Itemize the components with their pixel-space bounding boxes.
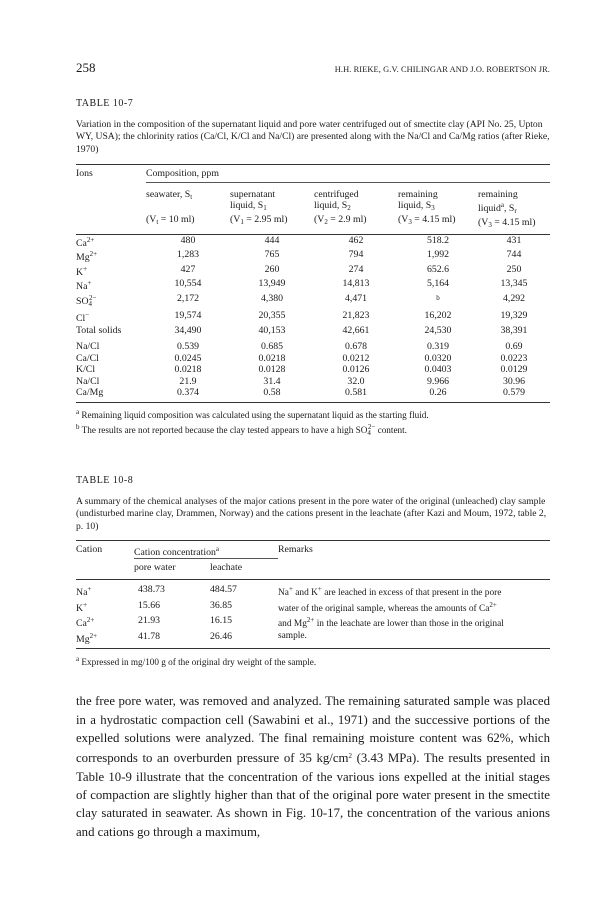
ion-charge: 2+	[86, 616, 95, 625]
column-header-line2	[398, 200, 478, 214]
ion-rows	[76, 234, 550, 336]
table-cell: 19,329	[500, 310, 528, 322]
column-header	[398, 187, 478, 231]
table-cell: 0.58	[263, 387, 281, 399]
table-cell: 41.78	[138, 630, 161, 642]
table-cell: 32.0	[347, 375, 365, 387]
table-cell: 0.69	[505, 341, 523, 353]
cation-label	[76, 580, 134, 600]
table-cell: 0.0403	[424, 364, 452, 376]
table-cell: 0.0212	[342, 352, 370, 364]
table-cell: 444	[264, 234, 280, 246]
column-header-text: (V	[146, 213, 157, 225]
ratio-label: Ca/Cl	[76, 352, 99, 364]
table-cell: 19,574	[174, 310, 202, 322]
column-header-text: (V	[398, 213, 409, 225]
ion-charge: +	[87, 279, 92, 288]
sub-header-leachate: leachate	[210, 562, 243, 574]
table-10-7-caption: Variation in the composition of the supernatant liquid and pore water centrifuged out of smectite clay (API No. 25, Upton WY, USA); the chlorinity ratios (Ca/Cl, K/Cl and Na/Cl) are presented along with the Na/Cl and Ca/Mg ratios (after Rieke, 1970)	[76, 119, 550, 155]
table-cell: 21.93	[138, 615, 161, 627]
table-cell: 431	[506, 234, 522, 246]
remarks-text: Na	[278, 588, 289, 599]
column-header	[478, 187, 550, 231]
column-header-subscript: 2	[347, 203, 351, 212]
table-cell: 13,949	[258, 278, 286, 290]
column-header-text: = 4.15 ml)	[491, 216, 536, 228]
table-row	[76, 364, 550, 376]
remarks-line	[278, 600, 550, 616]
table-cell: 0.0218	[174, 364, 202, 376]
column-header-subscript: 1	[240, 217, 244, 226]
table-row	[76, 293, 550, 311]
table-row	[76, 249, 550, 264]
ratio-label: Na/Cl	[76, 375, 100, 387]
ion-label	[76, 278, 146, 293]
remarks-text: and K	[292, 588, 318, 599]
ion-charge: +	[83, 600, 88, 609]
column-header-line2	[146, 203, 230, 214]
table-cell: 438.73	[138, 584, 165, 596]
table-cell: 0.579	[502, 387, 526, 399]
table-cell: 484.57	[210, 584, 237, 596]
table-10-8	[76, 541, 550, 650]
column-header-subscript: r	[514, 206, 517, 215]
table-row	[76, 234, 550, 249]
column-header-line3	[146, 214, 230, 228]
table-row	[76, 353, 550, 365]
cation-rows	[76, 580, 550, 646]
ion-symbol: K	[76, 266, 84, 278]
ion-symbol: Total solids	[76, 324, 122, 336]
page	[76, 60, 550, 841]
column-header-subscript: 1	[263, 203, 267, 212]
table-cell: 40,153	[258, 324, 286, 336]
ion-charge: 2+	[86, 235, 95, 244]
table-cell: 462	[348, 234, 364, 246]
column-header-text: = 2.9 ml)	[327, 213, 367, 225]
remarks-text: are leached in excess of that present in the pore	[321, 588, 502, 599]
remarks-text: sample.	[278, 630, 307, 641]
column-header-text: (V	[478, 216, 489, 228]
table-row	[76, 387, 550, 399]
table-10-8-footnote: $^a$ Expressed in mg/100 g of the original dry weight of the sample.	[76, 655, 317, 668]
remarks-text: water of the original sample, whereas the amounts of Ca	[278, 603, 490, 614]
table-cell: 16,202	[424, 310, 452, 322]
column-header-subscript: t	[156, 217, 159, 226]
remarks-superscript: 2+	[306, 616, 315, 625]
ratio-label: Na/Cl	[76, 341, 100, 353]
ion-symbol: Ca	[76, 618, 87, 630]
table-cell: 42,661	[342, 324, 370, 336]
remarks-line	[278, 631, 550, 646]
table-cell: 250	[506, 263, 522, 275]
column-header-text: (V	[230, 213, 241, 225]
table-cell: 21,823	[342, 310, 370, 322]
ion-symbol: Mg	[76, 633, 90, 645]
table-10-8-label: TABLE 10-8	[76, 474, 134, 486]
table-cell: 16.15	[210, 615, 233, 627]
table-cell: 0.26	[429, 387, 447, 399]
column-header-subscript: 3	[431, 203, 435, 212]
table-cell: 260	[264, 263, 280, 275]
ion-label	[76, 293, 146, 311]
table-cell: 0.678	[344, 341, 368, 353]
column-header	[230, 187, 314, 231]
cation-label	[76, 600, 134, 616]
table-cell: 0.0223	[500, 352, 528, 364]
table-cell: 4,471	[344, 292, 368, 304]
ion-symbol: Ca	[76, 237, 87, 249]
remarks-line	[278, 615, 550, 631]
remarks-line	[278, 580, 550, 600]
column-header-line2	[478, 200, 550, 217]
column-header-line3	[398, 214, 478, 228]
cation-concentration-header: Cation concentration$^a$	[134, 544, 219, 558]
table-cell: 652.6	[426, 263, 450, 275]
table-cell: 21.9	[179, 375, 197, 387]
col-remarks-header: Remarks	[278, 543, 313, 555]
table-cell: 274	[348, 263, 364, 275]
ion-symbol: Cl	[76, 313, 86, 325]
table-cell: 0.374	[176, 387, 200, 399]
column-header-text: = 2.95 ml)	[243, 213, 288, 225]
column-header-line2	[230, 200, 314, 214]
column-header-text: = 10 ml)	[158, 213, 195, 225]
cation-label	[76, 631, 134, 646]
running-authors: H.H. RIEKE, G.V. CHILINGAR AND J.O. ROBERTSON JR.	[334, 65, 550, 74]
table-row	[76, 278, 550, 293]
table-10-7-footnote-b: $^b$ The results are not reported because the clay tested appears to have a high $SO_4^{2-}$ content.	[76, 422, 407, 437]
table-cell: 1,283	[176, 249, 200, 261]
ion-subscript: 4	[88, 299, 93, 308]
column-header-text: liquid, S	[230, 199, 264, 211]
table-cell: 0.0245	[174, 352, 202, 364]
table-cell: 2,172	[176, 292, 200, 304]
ion-charge: +	[83, 264, 88, 273]
remarks-superscript: 2+	[489, 600, 497, 609]
running-header	[76, 60, 550, 76]
column-header-line2	[314, 200, 398, 214]
table-cell: 15.66	[138, 599, 161, 611]
table-cell: 0.0128	[258, 364, 286, 376]
column-header	[314, 187, 398, 231]
table-cell: 4,292	[502, 292, 526, 304]
table-cell: 31.4	[263, 375, 281, 387]
table-cell: 10,554	[174, 278, 202, 290]
column-header-subscript: 2	[324, 217, 328, 226]
ion-label	[76, 234, 146, 249]
ion-charge: −	[85, 311, 90, 320]
column-header-line1: remaining	[398, 188, 438, 200]
table-cell: 0.0218	[258, 352, 286, 364]
body-paragraph: the free pore water, was removed and analyzed. The remaining saturated sample was placed in a hydrostatic compaction cell (Sawabini et al., 1971) and the successive portions of the expelled solutions were analyzed. The final remaining moisture content was 62%, which corresponds to an overburden pressure of 35 $kg/cm^2$ (3.43 MPa). The results presented in Table 10-9 illustrate that the concentration of the various ions expelled at the initial stages of compaction are slightly higher than that of the original pore water present in the smectite clay saturated in seawater. As shown in Fig. 10-17, the concentration of the various anions and cations go through a maximum,	[76, 694, 550, 839]
table-cell: 765	[264, 249, 280, 261]
column-header-line3	[478, 217, 550, 231]
sub-header-pore-water: pore water	[134, 562, 176, 574]
ion-label	[76, 264, 146, 279]
table-10-7-label: TABLE 10-7	[76, 98, 134, 109]
table-row	[76, 310, 550, 325]
ion-charge: 2+	[89, 250, 98, 259]
ion-symbol: K	[76, 602, 84, 614]
column-header-line1: remaining	[478, 188, 518, 200]
column-header-text: , S	[503, 202, 515, 214]
table-cell: 38,391	[500, 324, 528, 336]
column-header-text: = 4.15 ml)	[411, 213, 456, 225]
table-cell: 14,813	[342, 278, 370, 290]
column-header-text: liquid, S	[398, 199, 432, 211]
remarks-superscript: +	[317, 585, 322, 594]
cation-label	[76, 615, 134, 631]
column-header-superscript: a	[500, 200, 504, 209]
table-row	[76, 341, 550, 353]
ion-symbol: Mg	[76, 252, 90, 264]
table-cell: 744	[506, 249, 522, 261]
column-header-text: liquid	[478, 202, 501, 214]
remarks-superscript: +	[288, 585, 293, 594]
column-header-line1: supernatant	[230, 188, 276, 200]
column-header-line3	[314, 214, 398, 228]
empty-header	[76, 187, 146, 231]
table-10-8-caption: A summary of the chemical analyses of the major cations present in the pore water of the original (unleached) clay sample (undisturbed marine clay, Drammen, Norway) and the cations present in the leachate (after Kazi and Moum, 1972, table 2, p. 10)	[76, 495, 547, 532]
table-cell: 0.685	[260, 341, 284, 353]
column-header-text: (V	[314, 213, 325, 225]
composition-group-header: Composition, ppm	[146, 168, 219, 180]
ratio-label: K/Cl	[76, 364, 96, 376]
remarks-text: and Mg	[278, 619, 307, 630]
ion-symbol: Na	[76, 587, 88, 599]
table-cell: 0.0320	[424, 352, 452, 364]
table-cell: 20,355	[258, 310, 286, 322]
table-row	[76, 376, 550, 388]
column-header-subscript: 3	[488, 220, 492, 229]
table-cell: 13,345	[500, 278, 528, 290]
ion-label	[76, 249, 146, 264]
column-header-text: liquid, S	[314, 199, 348, 211]
table-cell: 0.0126	[342, 364, 370, 376]
ion-symbol: SO	[76, 295, 89, 307]
table-cell: 5,164	[426, 278, 450, 290]
table-cell: 24,530	[424, 324, 452, 336]
column-header-subscript: t	[190, 192, 193, 201]
column-headers	[76, 187, 550, 231]
table-cell: 4,380	[260, 292, 284, 304]
column-header-line3	[230, 214, 314, 228]
table-cell: 0.0129	[500, 364, 528, 376]
column-header-subscript: 3	[408, 217, 412, 226]
ion-symbol: Na	[76, 281, 88, 293]
table-cell: b	[436, 293, 440, 302]
ion-label	[76, 310, 146, 325]
table-row	[76, 264, 550, 279]
column-header-text: seawater, S	[146, 188, 191, 200]
col-ions-header: Ions	[76, 168, 93, 180]
table-row	[76, 600, 550, 616]
table-row	[76, 615, 550, 631]
table-row	[76, 631, 550, 646]
table-10-7	[76, 165, 550, 403]
page-number: 258	[76, 60, 96, 75]
table-cell: 0.319	[426, 341, 450, 353]
ratio-rows	[76, 341, 550, 399]
table-cell: 1,992	[426, 249, 450, 261]
table-row	[76, 580, 550, 600]
remarks-text: in the leachate are lower than those in the original	[314, 619, 504, 630]
table-cell: 30.96	[502, 375, 526, 387]
table-cell: 794	[348, 249, 364, 261]
ion-charge: 2+	[89, 631, 98, 640]
ion-charge: 2−	[89, 293, 97, 302]
col-cation-header: Cation	[76, 543, 103, 555]
table-cell: 34,490	[174, 324, 202, 336]
table-row	[76, 325, 550, 337]
table-cell: 0.581	[344, 387, 368, 399]
ion-charge: +	[87, 585, 92, 594]
table-cell: 36.85	[210, 599, 233, 611]
table-cell: 518.2	[426, 234, 450, 246]
column-header-line1: centrifuged	[314, 188, 359, 200]
column-header-line1	[146, 189, 230, 203]
ratio-label: Ca/Mg	[76, 387, 104, 399]
table-10-7-footnote-a: $^a$ Remaining liquid composition was calculated using the supernatant liquid as the starting fluid.	[76, 407, 429, 420]
ion-label	[76, 325, 146, 337]
table-cell: 26.46	[210, 630, 233, 642]
column-header	[146, 187, 230, 231]
table-cell: 0.539	[176, 341, 200, 353]
table-cell: 427	[180, 263, 196, 275]
table-cell: 9.966	[426, 375, 450, 387]
table-cell: 480	[180, 234, 196, 246]
